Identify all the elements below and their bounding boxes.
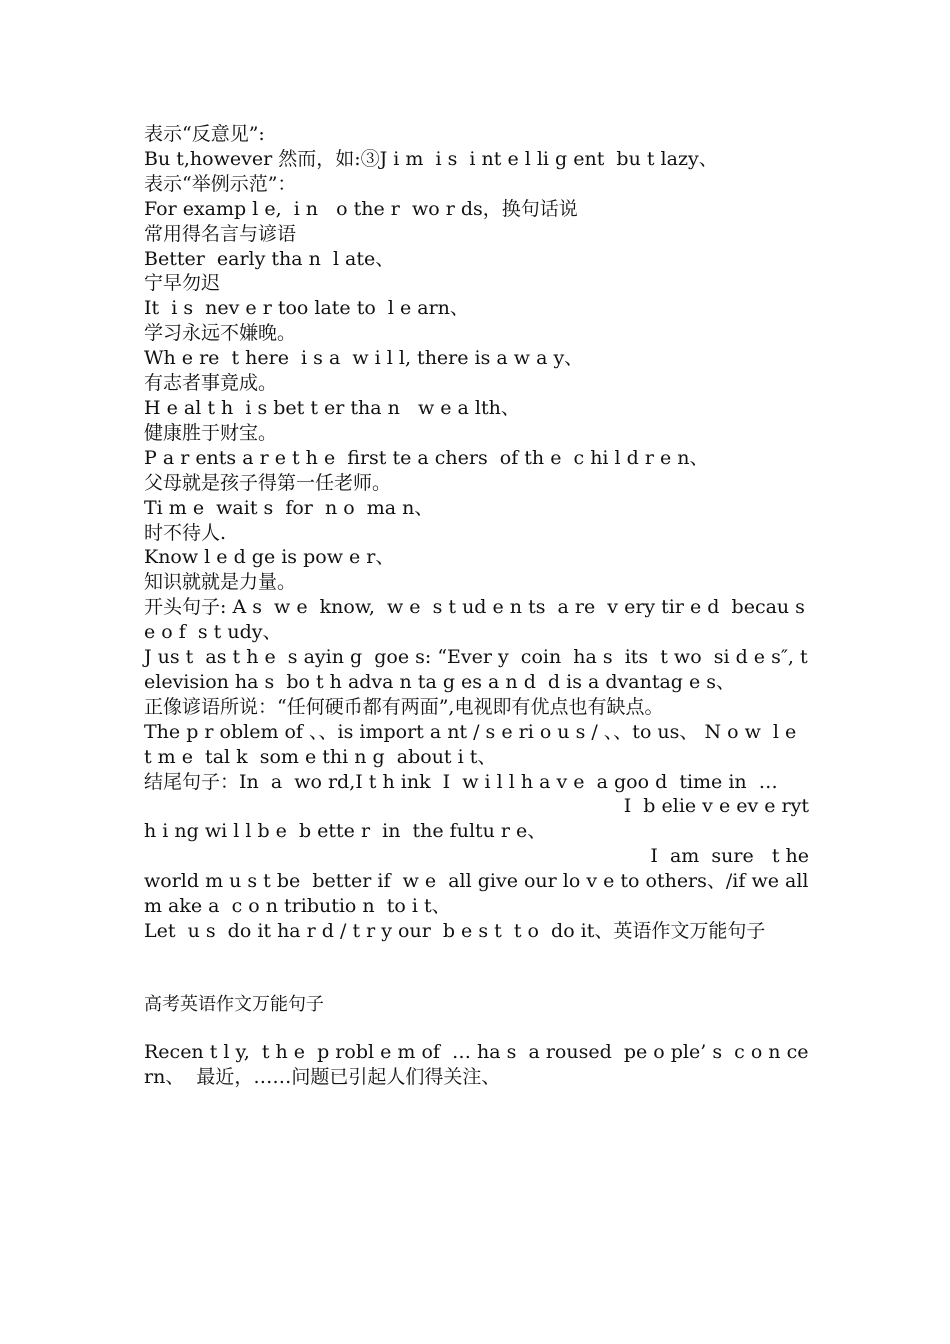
text-line-right: I am sure t he xyxy=(650,845,809,868)
text-line: It i s nev e r too late to l e arn、 xyxy=(144,297,469,320)
section-gap xyxy=(144,944,809,992)
document-page xyxy=(144,122,815,1090)
text-line: J us t as t h e s ayin g goe s: “Ever y coin ha s its t wo si d e s″, t elevision ha s bo t h adva n ta g es a n d d is a dvantag e s、 xyxy=(144,646,814,693)
text-line: 常用得名言与谚语 xyxy=(144,222,297,245)
text-line-right: I b elie v e ev e ryt xyxy=(623,795,809,818)
text-line: world m u s t be better if w e all give our lo v e to others、/if we all m ake a c o n tributio n to i t、 xyxy=(144,870,815,918)
text-line: 时不待人. xyxy=(144,521,227,544)
text-line: P a r ents a r e t h e first te a chers of th e c hi l d r e n、 xyxy=(144,446,709,469)
text-line: 父母就是孩子得第一任老师。 xyxy=(144,471,392,494)
text-line: 健康胜于财宝。 xyxy=(144,421,278,444)
text-line: H e al t h i s bet t er tha n w e a lth、 xyxy=(144,396,520,419)
text-line: 宁早勿迟 xyxy=(144,272,221,295)
text-line: The p r oblem of 、、is import a nt / s e ri o u s / 、、to us、 N o w l e t m e tal k som e thi n g about i t、 xyxy=(144,720,803,768)
text-line: For examp l e, i n o the r wo r ds，换句话说 xyxy=(144,197,578,220)
text-line: Bu t,however 然而，如:③J i m i s i nt e l li g ent bu t lazy、 xyxy=(144,147,718,170)
text-line: 知识就就是力量。 xyxy=(144,571,297,594)
section-title: 高考英语作文万能句子 xyxy=(144,993,324,1015)
text-line: Recen t l y, t h e p robl e m of … ha s a roused pe o ple’ s c o n cern、 最近，……问题已引起人们得关注、 xyxy=(144,1040,809,1088)
text-line: 结尾句子：In a wo rd,I t h ink I w i l l h a v e a goo d time in … xyxy=(144,770,778,793)
text-line: Ti m e wait s for n o ma n、 xyxy=(144,496,434,519)
text-line: 学习永远不嫌晚。 xyxy=(144,322,297,345)
text-line: 正像谚语所说：“任何硬币都有两面”,电视即有优点也有缺点。 xyxy=(144,695,664,718)
text-line: 表示“举例示范”： xyxy=(144,172,297,195)
text-line: 开头句子: A s w e know, w e s t ud e n ts a re v ery tir e d becau s e o f s t udy、 xyxy=(144,596,811,644)
text-line: 有志者事竟成。 xyxy=(144,372,278,395)
text-line: Know l e d ge is pow e r、 xyxy=(144,546,395,569)
text-line: Wh e re t here i s a w i l l, there is a w a y、 xyxy=(144,347,584,370)
text-line: Let u s do it ha r d / t r y our b e s t t o do it、英语作文万能句子 xyxy=(144,920,766,942)
text-line: Better early tha n l ate、 xyxy=(144,247,395,270)
text-line: 表示“反意见”: xyxy=(144,123,265,145)
text-line: h i ng wi l l b e b ette r in the fultu r e、 xyxy=(144,820,547,843)
